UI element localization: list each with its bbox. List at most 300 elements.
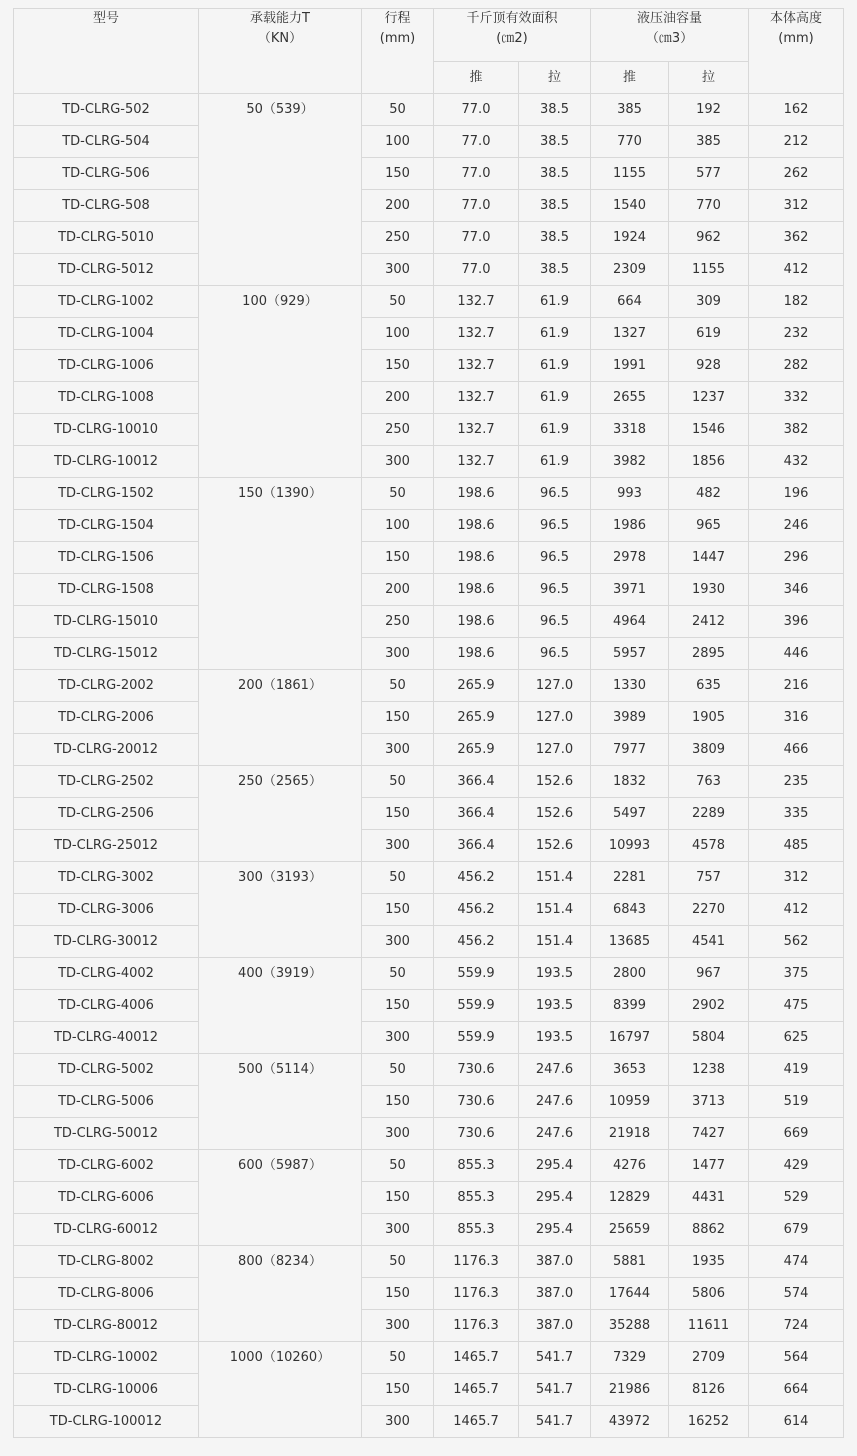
cell-oil-push: 43972 [591, 1406, 669, 1438]
cell-stroke: 150 [362, 350, 434, 382]
cell-oil-pull: 2709 [669, 1342, 749, 1374]
table-row [14, 830, 844, 862]
cell-height: 564 [749, 1342, 844, 1374]
cell-height: 519 [749, 1086, 844, 1118]
cell-model: TD-CLRG-5006 [14, 1086, 199, 1118]
cell-area-push: 1465.7 [434, 1342, 519, 1374]
cell-stroke: 200 [362, 382, 434, 414]
cell-model: TD-CLRG-20012 [14, 734, 199, 766]
cell-area-push: 198.6 [434, 478, 519, 510]
cell-model: TD-CLRG-1506 [14, 542, 199, 574]
table-row [14, 158, 844, 190]
table-row [14, 1054, 844, 1086]
table-row [14, 862, 844, 894]
cell-capacity: 100（929） [199, 286, 362, 478]
cell-model: TD-CLRG-60012 [14, 1214, 199, 1246]
cell-oil-pull: 2412 [669, 606, 749, 638]
cell-stroke: 100 [362, 318, 434, 350]
cell-stroke: 100 [362, 126, 434, 158]
cell-oil-pull: 192 [669, 94, 749, 126]
cell-oil-push: 1330 [591, 670, 669, 702]
cell-oil-pull: 482 [669, 478, 749, 510]
cell-model: TD-CLRG-10006 [14, 1374, 199, 1406]
cell-area-push: 198.6 [434, 638, 519, 670]
cell-height: 412 [749, 894, 844, 926]
cell-stroke: 100 [362, 510, 434, 542]
cell-capacity: 200（1861） [199, 670, 362, 766]
header-oil-unit: （㎝3） [645, 31, 694, 46]
header-stroke-label: 行程 [384, 11, 411, 26]
cell-area-pull: 295.4 [519, 1214, 591, 1246]
cell-capacity: 1000（10260） [199, 1342, 362, 1438]
cell-model: TD-CLRG-508 [14, 190, 199, 222]
cell-height: 216 [749, 670, 844, 702]
cell-oil-pull: 1477 [669, 1150, 749, 1182]
cell-height: 446 [749, 638, 844, 670]
cell-oil-pull: 8126 [669, 1374, 749, 1406]
cell-capacity: 150（1390） [199, 478, 362, 670]
cell-oil-push: 8399 [591, 990, 669, 1022]
cell-stroke: 50 [362, 766, 434, 798]
cell-oil-pull: 2902 [669, 990, 749, 1022]
cell-oil-push: 4964 [591, 606, 669, 638]
cell-oil-push: 6843 [591, 894, 669, 926]
cell-model: TD-CLRG-15012 [14, 638, 199, 670]
cell-model: TD-CLRG-2502 [14, 766, 199, 798]
cell-model: TD-CLRG-15010 [14, 606, 199, 638]
cell-area-pull: 127.0 [519, 734, 591, 766]
cell-oil-pull: 1155 [669, 254, 749, 286]
cell-area-push: 559.9 [434, 958, 519, 990]
cell-oil-pull: 1905 [669, 702, 749, 734]
cell-stroke: 150 [362, 1086, 434, 1118]
cell-oil-pull: 577 [669, 158, 749, 190]
cell-oil-pull: 965 [669, 510, 749, 542]
table-row [14, 958, 844, 990]
header-height-unit: (mm) [778, 31, 814, 46]
cell-stroke: 150 [362, 1374, 434, 1406]
cell-height: 396 [749, 606, 844, 638]
cell-height: 232 [749, 318, 844, 350]
cell-height: 419 [749, 1054, 844, 1086]
table-row [14, 478, 844, 510]
cell-height: 625 [749, 1022, 844, 1054]
cell-oil-pull: 16252 [669, 1406, 749, 1438]
cell-area-pull: 96.5 [519, 542, 591, 574]
cell-area-push: 132.7 [434, 286, 519, 318]
cell-oil-pull: 757 [669, 862, 749, 894]
cell-area-push: 198.6 [434, 574, 519, 606]
cell-stroke: 150 [362, 894, 434, 926]
cell-area-push: 559.9 [434, 1022, 519, 1054]
cell-model: TD-CLRG-8006 [14, 1278, 199, 1310]
cell-area-pull: 38.5 [519, 158, 591, 190]
cell-stroke: 150 [362, 798, 434, 830]
cell-height: 162 [749, 94, 844, 126]
cell-oil-push: 2978 [591, 542, 669, 574]
cell-area-push: 198.6 [434, 510, 519, 542]
cell-area-pull: 38.5 [519, 254, 591, 286]
cell-area-push: 366.4 [434, 830, 519, 862]
cell-model: TD-CLRG-5002 [14, 1054, 199, 1086]
cell-model: TD-CLRG-2506 [14, 798, 199, 830]
cell-oil-push: 2800 [591, 958, 669, 990]
table-row [14, 254, 844, 286]
cell-area-pull: 295.4 [519, 1150, 591, 1182]
cell-oil-push: 4276 [591, 1150, 669, 1182]
cell-model: TD-CLRG-5010 [14, 222, 199, 254]
cell-model: TD-CLRG-10010 [14, 414, 199, 446]
cell-area-push: 132.7 [434, 350, 519, 382]
table-row [14, 1246, 844, 1278]
cell-area-push: 77.0 [434, 158, 519, 190]
cell-height: 246 [749, 510, 844, 542]
table-body [14, 94, 844, 1438]
table-row [14, 446, 844, 478]
table-row [14, 1022, 844, 1054]
cell-stroke: 300 [362, 638, 434, 670]
cell-area-push: 1176.3 [434, 1310, 519, 1342]
cell-area-pull: 96.5 [519, 510, 591, 542]
cell-area-push: 559.9 [434, 990, 519, 1022]
table-row [14, 1182, 844, 1214]
cell-area-pull: 96.5 [519, 478, 591, 510]
table-row [14, 766, 844, 798]
cell-stroke: 250 [362, 606, 434, 638]
cell-area-pull: 96.5 [519, 638, 591, 670]
cell-stroke: 50 [362, 1054, 434, 1086]
cell-stroke: 50 [362, 1342, 434, 1374]
cell-area-pull: 247.6 [519, 1054, 591, 1086]
cell-oil-pull: 309 [669, 286, 749, 318]
cell-stroke: 300 [362, 1310, 434, 1342]
cell-model: TD-CLRG-6002 [14, 1150, 199, 1182]
cell-oil-pull: 8862 [669, 1214, 749, 1246]
subheader-area-push: 推 [434, 62, 519, 94]
table-row [14, 350, 844, 382]
cell-area-pull: 61.9 [519, 286, 591, 318]
cell-model: TD-CLRG-4002 [14, 958, 199, 990]
cell-area-push: 198.6 [434, 542, 519, 574]
table-row [14, 638, 844, 670]
cell-stroke: 300 [362, 254, 434, 286]
cell-height: 196 [749, 478, 844, 510]
header-area-label: 千斤顶有效面积 [466, 11, 558, 26]
table-row [14, 414, 844, 446]
cell-height: 474 [749, 1246, 844, 1278]
cell-stroke: 50 [362, 286, 434, 318]
cell-model: TD-CLRG-2002 [14, 670, 199, 702]
cell-area-push: 1176.3 [434, 1246, 519, 1278]
cell-oil-push: 12829 [591, 1182, 669, 1214]
cell-model: TD-CLRG-25012 [14, 830, 199, 862]
cell-capacity: 600（5987） [199, 1150, 362, 1246]
cell-area-pull: 387.0 [519, 1310, 591, 1342]
cell-height: 332 [749, 382, 844, 414]
cell-capacity: 50（539） [199, 94, 362, 286]
cell-area-pull: 38.5 [519, 126, 591, 158]
cell-height: 182 [749, 286, 844, 318]
cell-model: TD-CLRG-6006 [14, 1182, 199, 1214]
cell-oil-push: 3653 [591, 1054, 669, 1086]
cell-area-push: 1176.3 [434, 1278, 519, 1310]
cell-area-push: 265.9 [434, 670, 519, 702]
cell-oil-push: 2281 [591, 862, 669, 894]
cell-height: 362 [749, 222, 844, 254]
cell-oil-pull: 5804 [669, 1022, 749, 1054]
header-row [14, 9, 844, 62]
cell-oil-pull: 1930 [669, 574, 749, 606]
cell-height: 485 [749, 830, 844, 862]
cell-oil-push: 13685 [591, 926, 669, 958]
cell-area-push: 730.6 [434, 1054, 519, 1086]
cell-area-push: 265.9 [434, 734, 519, 766]
cell-oil-pull: 3809 [669, 734, 749, 766]
cell-height: 235 [749, 766, 844, 798]
cell-height: 664 [749, 1374, 844, 1406]
cell-area-push: 265.9 [434, 702, 519, 734]
cell-model: TD-CLRG-1508 [14, 574, 199, 606]
cell-model: TD-CLRG-3002 [14, 862, 199, 894]
cell-area-pull: 151.4 [519, 894, 591, 926]
cell-height: 614 [749, 1406, 844, 1438]
table-row [14, 1086, 844, 1118]
header-area [434, 9, 591, 62]
cell-area-push: 77.0 [434, 190, 519, 222]
cell-area-push: 77.0 [434, 222, 519, 254]
cell-height: 375 [749, 958, 844, 990]
subheader-oil-pull: 拉 [669, 62, 749, 94]
cell-area-push: 855.3 [434, 1150, 519, 1182]
cell-oil-pull: 635 [669, 670, 749, 702]
cell-stroke: 200 [362, 190, 434, 222]
cell-oil-pull: 1856 [669, 446, 749, 478]
table-row [14, 542, 844, 574]
cell-height: 212 [749, 126, 844, 158]
table-row [14, 1118, 844, 1150]
cell-oil-push: 5957 [591, 638, 669, 670]
cell-oil-pull: 1447 [669, 542, 749, 574]
cell-model: TD-CLRG-5012 [14, 254, 199, 286]
cell-model: TD-CLRG-506 [14, 158, 199, 190]
cell-area-push: 1465.7 [434, 1406, 519, 1438]
cell-model: TD-CLRG-100012 [14, 1406, 199, 1438]
cell-model: TD-CLRG-30012 [14, 926, 199, 958]
table-row [14, 926, 844, 958]
cell-model: TD-CLRG-1504 [14, 510, 199, 542]
cell-oil-push: 25659 [591, 1214, 669, 1246]
cell-area-pull: 61.9 [519, 382, 591, 414]
cell-area-push: 855.3 [434, 1214, 519, 1246]
cell-stroke: 150 [362, 702, 434, 734]
header-oil [591, 9, 749, 62]
header-capacity-label: 承载能力T [250, 11, 310, 26]
cell-height: 724 [749, 1310, 844, 1342]
table-row [14, 894, 844, 926]
cell-stroke: 150 [362, 1182, 434, 1214]
header-height-label: 本体高度 [770, 11, 823, 26]
cell-model: TD-CLRG-2006 [14, 702, 199, 734]
cell-height: 312 [749, 862, 844, 894]
cell-area-pull: 295.4 [519, 1182, 591, 1214]
cell-stroke: 250 [362, 222, 434, 254]
cell-area-pull: 152.6 [519, 766, 591, 798]
cell-capacity: 250（2565） [199, 766, 362, 862]
cell-model: TD-CLRG-4006 [14, 990, 199, 1022]
cell-oil-pull: 1237 [669, 382, 749, 414]
cell-stroke: 300 [362, 830, 434, 862]
cell-model: TD-CLRG-10012 [14, 446, 199, 478]
cell-model: TD-CLRG-1502 [14, 478, 199, 510]
cell-oil-push: 664 [591, 286, 669, 318]
cell-oil-push: 7329 [591, 1342, 669, 1374]
table-row [14, 510, 844, 542]
cell-stroke: 300 [362, 1118, 434, 1150]
cell-oil-pull: 7427 [669, 1118, 749, 1150]
cell-stroke: 250 [362, 414, 434, 446]
cell-area-pull: 127.0 [519, 670, 591, 702]
cell-oil-push: 1832 [591, 766, 669, 798]
cell-oil-pull: 5806 [669, 1278, 749, 1310]
cell-stroke: 150 [362, 158, 434, 190]
table-row [14, 222, 844, 254]
cell-area-push: 456.2 [434, 894, 519, 926]
spec-table [13, 8, 844, 1438]
cell-oil-push: 1924 [591, 222, 669, 254]
cell-stroke: 300 [362, 926, 434, 958]
cell-oil-push: 1986 [591, 510, 669, 542]
cell-area-push: 456.2 [434, 862, 519, 894]
cell-oil-pull: 619 [669, 318, 749, 350]
cell-height: 429 [749, 1150, 844, 1182]
cell-oil-pull: 928 [669, 350, 749, 382]
cell-area-push: 198.6 [434, 606, 519, 638]
cell-oil-push: 3989 [591, 702, 669, 734]
table-row [14, 190, 844, 222]
cell-stroke: 150 [362, 1278, 434, 1310]
cell-height: 296 [749, 542, 844, 574]
cell-stroke: 300 [362, 446, 434, 478]
cell-area-push: 132.7 [434, 382, 519, 414]
cell-area-pull: 96.5 [519, 606, 591, 638]
table-row [14, 990, 844, 1022]
subheader-oil-push: 推 [591, 62, 669, 94]
cell-model: TD-CLRG-1002 [14, 286, 199, 318]
cell-area-push: 366.4 [434, 766, 519, 798]
cell-stroke: 50 [362, 958, 434, 990]
cell-oil-push: 17644 [591, 1278, 669, 1310]
cell-height: 412 [749, 254, 844, 286]
cell-oil-pull: 2895 [669, 638, 749, 670]
cell-area-pull: 61.9 [519, 350, 591, 382]
cell-model: TD-CLRG-80012 [14, 1310, 199, 1342]
cell-area-pull: 152.6 [519, 798, 591, 830]
cell-area-push: 132.7 [434, 414, 519, 446]
header-model-label: 型号 [92, 11, 119, 26]
cell-oil-push: 2655 [591, 382, 669, 414]
cell-model: TD-CLRG-1004 [14, 318, 199, 350]
cell-height: 282 [749, 350, 844, 382]
cell-oil-pull: 3713 [669, 1086, 749, 1118]
cell-oil-push: 21918 [591, 1118, 669, 1150]
cell-area-pull: 38.5 [519, 94, 591, 126]
cell-oil-pull: 1935 [669, 1246, 749, 1278]
cell-stroke: 50 [362, 94, 434, 126]
table-row [14, 702, 844, 734]
cell-oil-pull: 4578 [669, 830, 749, 862]
table-row [14, 286, 844, 318]
cell-model: TD-CLRG-40012 [14, 1022, 199, 1054]
cell-capacity: 300（3193） [199, 862, 362, 958]
cell-area-push: 1465.7 [434, 1374, 519, 1406]
cell-model: TD-CLRG-502 [14, 94, 199, 126]
table-row [14, 126, 844, 158]
cell-height: 346 [749, 574, 844, 606]
cell-height: 312 [749, 190, 844, 222]
cell-oil-push: 10993 [591, 830, 669, 862]
table-row [14, 1374, 844, 1406]
cell-area-push: 132.7 [434, 446, 519, 478]
header-area-unit: (㎝2) [496, 31, 528, 46]
table-row [14, 382, 844, 414]
cell-oil-pull: 1546 [669, 414, 749, 446]
cell-area-pull: 541.7 [519, 1374, 591, 1406]
cell-stroke: 150 [362, 990, 434, 1022]
cell-area-pull: 247.6 [519, 1086, 591, 1118]
cell-capacity: 800（8234） [199, 1246, 362, 1342]
table-row [14, 1278, 844, 1310]
cell-stroke: 300 [362, 1214, 434, 1246]
cell-area-push: 77.0 [434, 126, 519, 158]
cell-area-pull: 61.9 [519, 446, 591, 478]
table-row [14, 1310, 844, 1342]
cell-oil-push: 3971 [591, 574, 669, 606]
cell-oil-pull: 967 [669, 958, 749, 990]
cell-area-push: 132.7 [434, 318, 519, 350]
cell-area-pull: 193.5 [519, 958, 591, 990]
cell-oil-push: 1540 [591, 190, 669, 222]
cell-oil-pull: 763 [669, 766, 749, 798]
header-capacity-unit: （KN） [257, 31, 303, 46]
cell-height: 562 [749, 926, 844, 958]
cell-oil-push: 1991 [591, 350, 669, 382]
table-row [14, 1150, 844, 1182]
header-stroke [362, 9, 434, 94]
cell-oil-push: 385 [591, 94, 669, 126]
cell-oil-push: 16797 [591, 1022, 669, 1054]
cell-capacity: 400（3919） [199, 958, 362, 1054]
cell-model: TD-CLRG-50012 [14, 1118, 199, 1150]
cell-height: 475 [749, 990, 844, 1022]
cell-area-push: 855.3 [434, 1182, 519, 1214]
cell-area-pull: 61.9 [519, 414, 591, 446]
cell-height: 669 [749, 1118, 844, 1150]
cell-oil-pull: 1238 [669, 1054, 749, 1086]
cell-area-pull: 151.4 [519, 862, 591, 894]
cell-stroke: 50 [362, 670, 434, 702]
table-row [14, 1214, 844, 1246]
cell-model: TD-CLRG-1006 [14, 350, 199, 382]
header-stroke-unit: (mm) [379, 31, 416, 46]
header-model [14, 9, 199, 94]
cell-oil-push: 5497 [591, 798, 669, 830]
cell-area-pull: 247.6 [519, 1118, 591, 1150]
table-row [14, 318, 844, 350]
cell-stroke: 200 [362, 574, 434, 606]
cell-height: 574 [749, 1278, 844, 1310]
cell-stroke: 50 [362, 1246, 434, 1278]
cell-stroke: 50 [362, 478, 434, 510]
